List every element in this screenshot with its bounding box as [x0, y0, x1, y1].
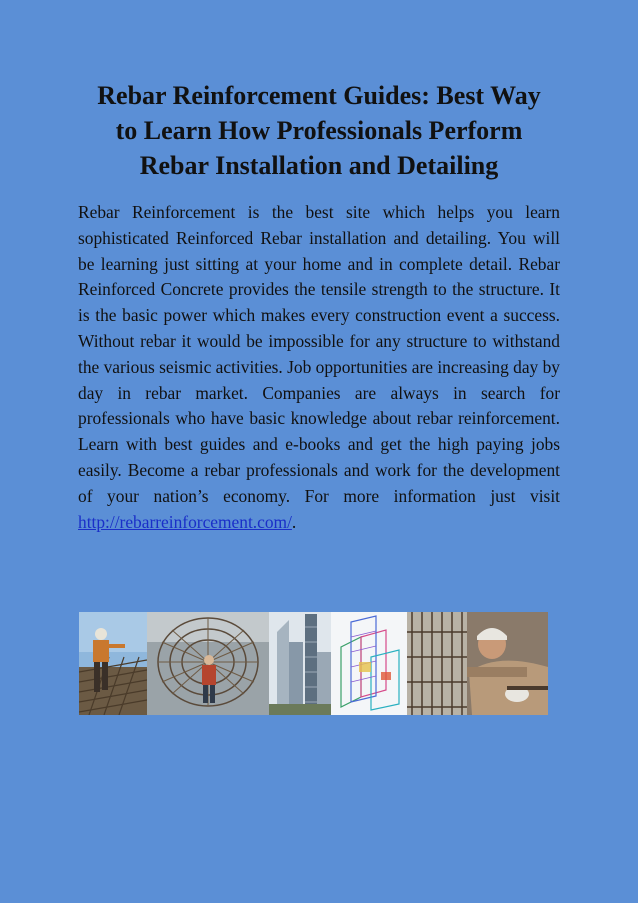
- website-link[interactable]: http://rebarreinforcement.com/: [78, 511, 292, 532]
- title-line-2: to Learn How Professionals Perform: [115, 116, 523, 145]
- circular-rebar-cage-photo: [147, 612, 269, 715]
- document-title: [60, 78, 578, 183]
- title-line-1: Rebar Reinforcement Guides: Best Way: [97, 81, 541, 110]
- body-paragraph: [78, 200, 560, 535]
- title-line-3: Rebar Installation and Detailing: [139, 151, 499, 180]
- skyscrapers-photo: [269, 612, 331, 715]
- photo-strip: [79, 612, 548, 715]
- worker-tying-rebar-photo: [407, 612, 548, 715]
- 3d-rebar-model-photo: [331, 612, 407, 715]
- body-text: Rebar Reinforcement is the best site which helps you learn sophisticated Reinforced Rebar installation and detailing. You will be learning just sitting at your home and in complete detail. Rebar Reinforced Concrete provides the tensile strength to the structure. It is the basic power which makes every construction event a success. Without rebar it would be impossible for any structure to withstand the various seismic activities. Job opportunities are increasing day by day in rebar market. Companies are always in search for professionals who have basic knowledge about rebar reinforcement. Learn with best guides and e-books and get the high paying jobs easily. Become a rebar professionals and work for the development of your nation’s economy. For more information just visit: [78, 202, 560, 506]
- body-trailing-period: .: [291, 511, 297, 532]
- worker-on-rebar-photo: [79, 612, 147, 715]
